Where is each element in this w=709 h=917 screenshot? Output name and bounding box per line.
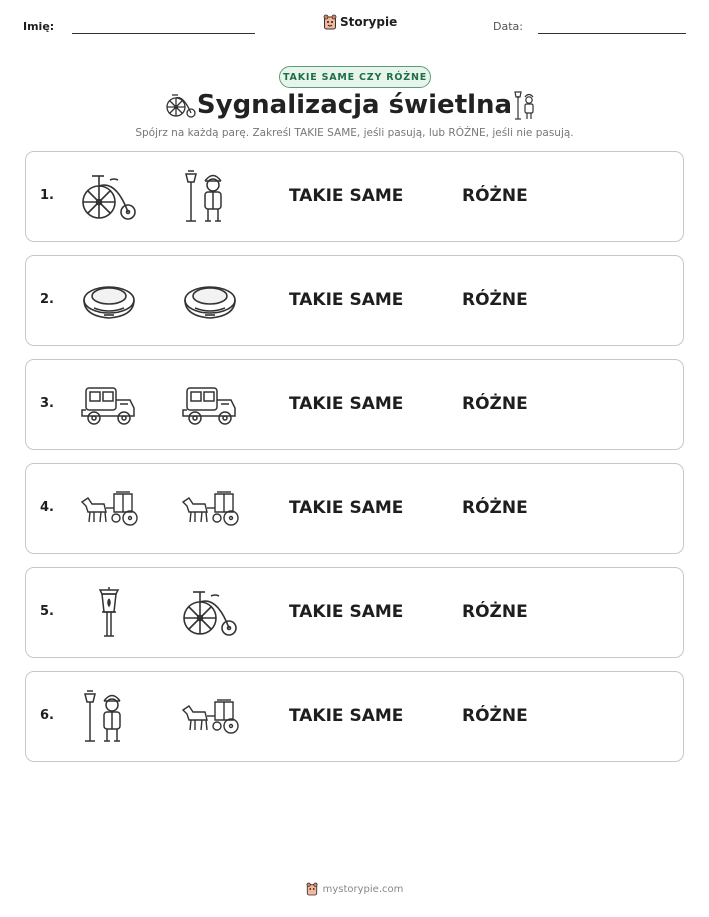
worksheet-title: Sygnalizacja świetlna	[196, 90, 513, 120]
brand-name: Storypie	[340, 15, 398, 29]
question-row	[25, 671, 684, 762]
street-lamp-icon	[80, 586, 138, 640]
different-option[interactable]: RÓŻNE	[462, 602, 528, 622]
brand-logo	[323, 14, 397, 30]
storypie-mascot-icon	[306, 882, 318, 896]
question-number: 4.	[40, 500, 54, 515]
horse-carriage-icon	[181, 690, 241, 742]
horse-carriage-icon	[181, 482, 241, 534]
question-row	[25, 151, 684, 242]
penny-farthing-bicycle-icon	[80, 170, 138, 222]
storypie-mascot-icon	[323, 14, 337, 30]
date-line[interactable]	[538, 33, 686, 34]
same-option[interactable]: TAKIE SAME	[289, 394, 404, 414]
name-line[interactable]	[72, 33, 255, 34]
different-option[interactable]: RÓŻNE	[462, 290, 528, 310]
same-option[interactable]: TAKIE SAME	[289, 602, 404, 622]
different-option[interactable]: RÓŻNE	[462, 706, 528, 726]
lamppost-policeman-icon	[181, 170, 231, 224]
question-row	[25, 255, 684, 346]
same-option[interactable]: TAKIE SAME	[289, 290, 404, 310]
instructions: Spójrz na każdą parę. Zakreśl TAKIE SAME, jeśli pasują, lub RÓŻNE, jeśli nie pasują.	[135, 127, 574, 139]
vintage-car-icon	[181, 378, 239, 430]
question-row	[25, 359, 684, 450]
question-number: 6.	[40, 708, 54, 723]
round-button-icon	[80, 274, 138, 326]
different-option[interactable]: RÓŻNE	[462, 186, 528, 206]
same-option[interactable]: TAKIE SAME	[289, 186, 404, 206]
question-row	[25, 463, 684, 554]
name-label: Imię:	[23, 20, 55, 33]
different-option[interactable]: RÓŻNE	[462, 498, 528, 518]
vintage-car-icon	[80, 378, 138, 430]
lamppost-policeman-icon	[513, 90, 537, 120]
lamppost-policeman-icon	[80, 690, 130, 744]
worksheet-type-badge: TAKIE SAME CZY RÓŻNE	[279, 66, 431, 88]
date-label: Data:	[493, 20, 523, 33]
question-number: 5.	[40, 604, 54, 619]
same-option[interactable]: TAKIE SAME	[289, 706, 404, 726]
question-number: 2.	[40, 292, 54, 307]
horse-carriage-icon	[80, 482, 140, 534]
question-number: 3.	[40, 396, 54, 411]
footer	[0, 882, 709, 896]
penny-farthing-bicycle-icon	[181, 586, 239, 638]
same-option[interactable]: TAKIE SAME	[289, 498, 404, 518]
question-row	[25, 567, 684, 658]
round-button-icon	[181, 274, 239, 326]
footer-url[interactable]: mystorypie.com	[322, 883, 404, 895]
different-option[interactable]: RÓŻNE	[462, 394, 528, 414]
question-number: 1.	[40, 188, 54, 203]
